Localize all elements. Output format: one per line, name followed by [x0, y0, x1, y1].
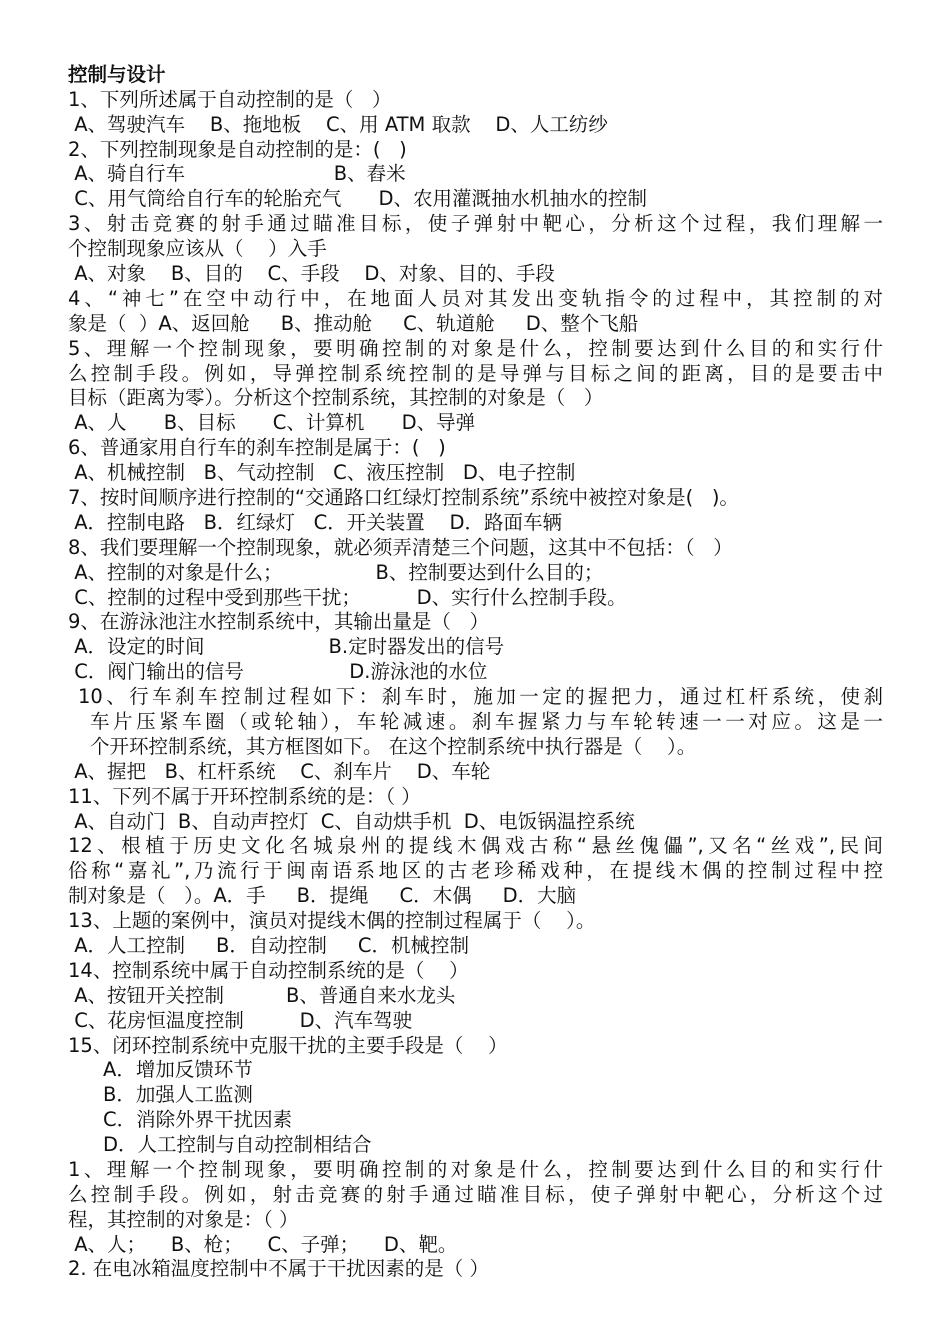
question-9-options-ab: A．设定的时间 B.定时器发出的信号 [68, 635, 505, 658]
question-2-options-ab: A、骑自行车 B、舂米 [68, 162, 406, 185]
question-1-options: A、驾驶汽车 B、拖地板 C、用 ATM 取款 D、人工纺纱 [68, 113, 608, 136]
question-3-options: A、对象 B、目的 C、手段 D、对象、目的、手段 [68, 262, 555, 285]
question-3-line-2: 个控制现象应该从（ ）入手 [68, 237, 327, 260]
question-10-line-2: 车片压紧车圈（或轮轴），车轮减速。刹车握紧力与车轮转速一一对应。这是一 [90, 710, 883, 733]
question-14-options-ab: A、按钮开关控制 B、普通自来水龙头 [68, 984, 456, 1007]
extra-question-1-line-1: 1、理解一个控制现象，要明确控制的对象是什么，控制要达到什么目的和实行什 [68, 1158, 883, 1181]
question-12-line-3: 制对象是（ ）。A．手 B．提绳 C．木偶 D．大脑 [68, 884, 577, 907]
question-15-option-d: D．人工控制与自动控制相结合 [103, 1133, 372, 1156]
question-7-options: A．控制电路 B．红绿灯 C．开关装置 D．路面车辆 [68, 511, 563, 534]
question-8-options-ab: A、控制的对象是什么； B、控制要达到什么目的； [68, 561, 604, 584]
question-15-option-c: C．消除外界干扰因素 [103, 1108, 293, 1131]
document-title: 控制与设计 [68, 63, 166, 86]
extra-question-1-line-2: 么控制手段。例如，射击竞赛的射手通过瞄准目标，使子弹射中靶心，分析这个过 [68, 1183, 883, 1206]
question-14: 14、控制系统中属于自动控制系统的是（ ） [68, 959, 469, 982]
question-10-line-1: 10、行车刹车控制过程如下：刹车时，施加一定的握把力，通过杠杆系统，使刹 [78, 685, 883, 708]
question-8: 8、我们要理解一个控制现象，就必须弄清楚三个问题，这其中不包括：（ ） [68, 536, 733, 559]
question-1: 1、下列所述属于自动控制的是（ ） [68, 88, 392, 111]
question-2: 2、下列控制现象是自动控制的是：( ) [68, 138, 407, 161]
question-11: 11、下列不属于开环控制系统的是：（ ） [68, 785, 421, 808]
question-6: 6、普通家用自行车的刹车控制是属于：( ) [68, 436, 446, 459]
question-12-line-2: 俗称“嘉礼”,乃流行于闽南语系地区的古老珍稀戏种，在提线木偶的控制过程中控 [68, 859, 883, 882]
question-15-option-a: A．增加反馈环节 [103, 1058, 253, 1081]
question-2-options-cd: C、用气筒给自行车的轮胎充气 D、农用灌溉抽水机抽水的控制 [68, 187, 648, 210]
question-5-line-3: 目标（距离为零）。分析这个控制系统，其控制的对象是（ ） [68, 386, 604, 409]
extra-question-1-options: A、人； B、枪； C、子弹； D、靶。 [68, 1233, 458, 1256]
question-5-options: A、人 B、目标 C、计算机 D、导弹 [68, 411, 476, 434]
question-4-line-1: 4、“神七”在空中动行中，在地面人员对其发出变轨指令的过程中，其控制的对 [68, 287, 883, 310]
question-3-line-1: 3、射击竞赛的射手通过瞄准目标，使子弹射中靶心，分析这个过程，我们理解一 [68, 212, 883, 235]
question-10-line-3: 个开环控制系统，其方框图如下。 在这个控制系统中执行器是（ ）。 [90, 735, 697, 758]
extra-question-1-line-3: 程，其控制的对象是：（ ） [68, 1208, 299, 1231]
question-5-line-2: 么控制手段。例如，导弹控制系统控制的是导弹与目标之间的距离，目的是要击中 [68, 362, 883, 385]
extra-question-2: 2. 在电冰箱温度控制中不属于干扰因素的是（ ） [68, 1257, 490, 1280]
question-13-options: A．人工控制 B．自动控制 C．机械控制 [68, 934, 470, 957]
question-9-options-cd: C．阀门输出的信号 D.游泳池的水位 [68, 660, 488, 683]
question-6-options: A、机械控制 B、气动控制 C、液压控制 D、电子控制 [68, 461, 576, 484]
question-8-options-cd: C、控制的过程中受到那些干扰； D、实行什么控制手段。 [68, 586, 627, 609]
question-10-options: A、握把 B、杠杆系统 C、刹车片 D、车轮 [68, 760, 491, 783]
question-13: 13、上题的案例中，演员对提线木偶的控制过程属于（ ）。 [68, 909, 596, 932]
question-5-line-1: 5、理解一个控制现象，要明确控制的对象是什么，控制要达到什么目的和实行什 [68, 337, 883, 360]
question-9: 9、在游泳池注水控制系统中，其输出量是（ ） [68, 610, 490, 633]
question-4-line-2: 象是（ ）A、返回舱 B、推动舱 C、轨道舱 D、整个飞船 [68, 312, 639, 335]
question-14-options-cd: C、花房恒温度控制 D、汽车驾驶 [68, 1009, 413, 1032]
question-11-options: A、自动门 B、自动声控灯 C、自动烘手机 D、电饭锅温控系统 [68, 810, 635, 833]
question-7: 7、按时间顺序进行控制的“交通路口红绿灯控制系统”系统中被控对象是( )。 [68, 486, 739, 509]
question-12-line-1: 12、根植于历史文化名城泉州的提线木偶戏古称“悬丝傀儡”,又名“丝戏”,民间 [68, 834, 883, 857]
question-15: 15、闭环控制系统中克服干扰的主要手段是（ ） [68, 1034, 508, 1057]
question-15-option-b: B．加强人工监测 [103, 1083, 253, 1106]
